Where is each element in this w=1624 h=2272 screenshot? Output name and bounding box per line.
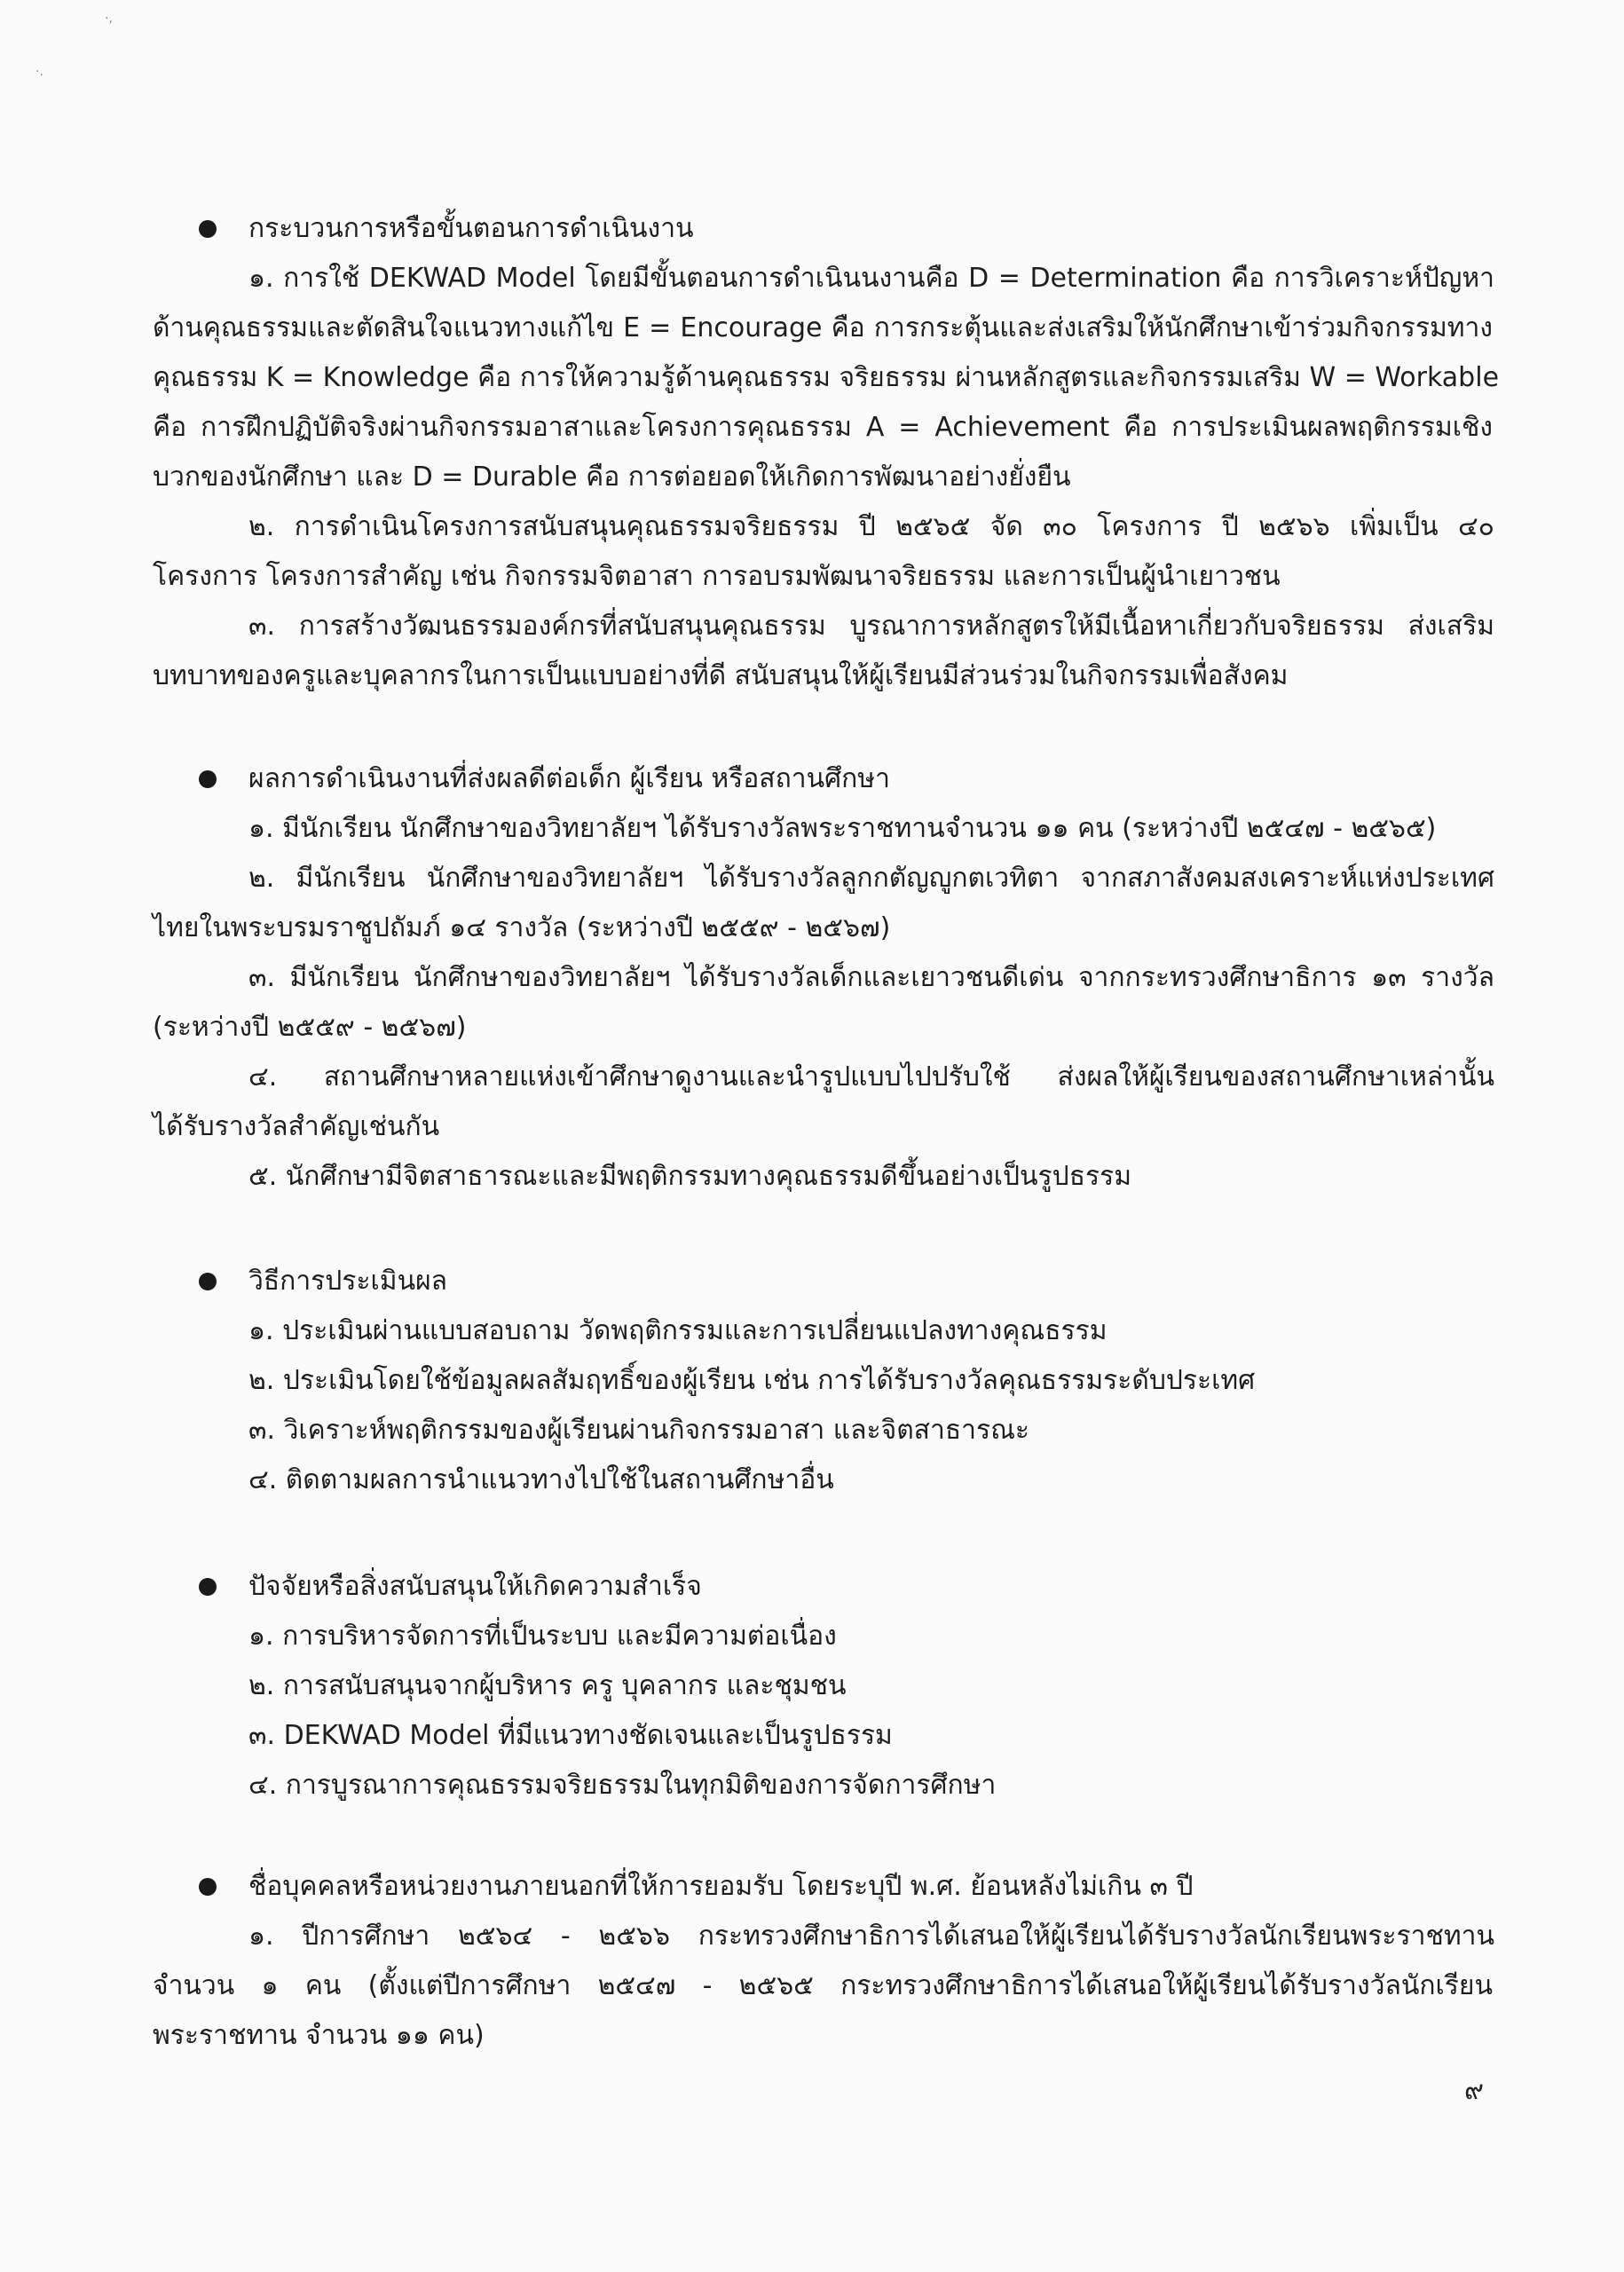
line-text: ๑. ปีการศึกษา ๒๕๖๔ - ๒๕๖๖ กระทรวงศึกษาธิการได้เสนอให้ผู้เรียนได้รับรางวัลนักเรียนพระราชทาน [248,1921,1494,1952]
line-text: คุณธรรม K = Knowledge คือ การให้ความรู้ด้านคุณธรรม จริยธรรม ผ่านหลักสูตรและกิจกรรมเสริม W = Workable [153,362,1500,393]
line-text: ๔. สถานศึกษาหลายแห่งเข้าศึกษาดูงานและนำรูปแบบไปปรับใช้ ส่งผลให้ผู้เรียนของสถานศึกษาเหล่านั้น [248,1061,1494,1093]
line-text: ไทยในพระบรมราชูปถัมภ์ ๑๔ รางวัล (ระหว่างปี ๒๕๕๙ - ๒๕๖๗) [153,912,891,943]
line-text: ๑. มีนักเรียน นักศึกษาของวิทยาลัยฯ ได้รับรางวัลพระราชทานจำนวน ๑๑ คน (ระหว่างปี ๒๕๔๗ - ๒๕๖๕) [248,813,1437,844]
line-text: (ระหว่างปี ๒๕๕๙ - ๒๕๖๗) [153,1012,467,1043]
paragraph-line [0,254,1624,304]
section-heading [0,1862,1624,1912]
paragraph-line [0,1406,1624,1456]
line-text: ๓. การสร้างวัฒนธรรมองค์กรที่สนับสนุนคุณธรรม บูรณาการหลักสูตรให้มีเนื้อหาเกี่ยวกับจริยธรรม ส่งเสริม [248,611,1494,642]
bullet-icon [199,1878,217,1896]
paragraph-line [0,953,1624,1003]
line-text: ๓. วิเคราะห์พฤติกรรมของผู้เรียนผ่านกิจกรรมอาสา และจิตสาธารณะ [248,1415,1030,1446]
paragraph-line [0,1356,1624,1406]
paragraph-line [0,1612,1624,1661]
line-text: ด้านคุณธรรมและตัดสินใจแนวทางแก้ไข E = Encourage คือ การกระตุ้นและส่งเสริมให้นักศึกษาเข้าร่วมกิจกรรมทาง [153,312,1493,343]
paragraph-line [0,1102,1624,1152]
paragraph-line [0,1961,1624,2011]
line-text: ๒. การสนับสนุนจากผู้บริหาร ครู บุคลากร และชุมชน [248,1670,847,1701]
scan-speck: ·, [105,12,113,26]
line-text: โครงการ โครงการสำคัญ เช่น กิจกรรมจิตอาสา การอบรมพัฒนาจริยธรรม และการเป็นผู้นำเยาวชน [153,561,1281,592]
line-text: จำนวน ๑ คน (ตั้งแต่ปีการศึกษา ๒๕๔๗ - ๒๕๖๕ กระทรวงศึกษาธิการได้เสนอให้ผู้เรียนได้รับรางวัลนักเรียน [153,1970,1493,2001]
line-text: ๓. DEKWAD Model ที่มีแนวทางชัดเจนและเป็นรูปธรรม [248,1720,893,1751]
heading-text: ปัจจัยหรือสิ่งสนับสนุนให้เกิดความสำเร็จ [248,1571,702,1602]
paragraph-line [0,903,1624,953]
line-text: ๑. การบริหารจัดการที่เป็นระบบ และมีความต่อเนื่อง [248,1621,837,1652]
heading-text: วิธีการประเมินผล [248,1266,448,1297]
section-heading [0,754,1624,804]
bullet-icon [199,220,217,238]
paragraph-line [0,552,1624,602]
heading-text: ชื่อบุคคลหรือหน่วยงานภายนอกที่ให้การยอมรับ โดยระบุปี พ.ศ. ย้อนหลังไม่เกิน ๓ ปี [248,1871,1194,1902]
heading-text: ผลการดำเนินงานที่ส่งผลดีต่อเด็ก ผู้เรียน หรือสถานศึกษา [248,763,890,794]
paragraph-line [0,651,1624,701]
paragraph-line [0,1306,1624,1356]
paragraph-line [0,1003,1624,1053]
line-text: ๔. การบูรณาการคุณธรรมจริยธรรมในทุกมิติของการจัดการศึกษา [248,1770,997,1801]
line-text: ๔. ติดตามผลการนำแนวทางไปใช้ในสถานศึกษาอื่น [248,1464,834,1495]
paragraph-line [0,1912,1624,1961]
section-heading [0,204,1624,254]
line-text: บทบาทของครูและบุคลากรในการเป็นแบบอย่างที่ดี สนับสนุนให้ผู้เรียนมีส่วนร่วมในกิจกรรมเพื่อสังคม [153,660,1289,691]
bullet-icon [199,770,217,788]
bullet-icon [199,1273,217,1290]
paragraph-line [0,502,1624,552]
line-text: พระราชทาน จำนวน ๑๑ คน) [153,2020,485,2051]
paragraph-line [0,1053,1624,1102]
line-text: ๑. ประเมินผ่านแบบสอบถาม วัดพฤติกรรมและการเปลี่ยนแปลงทางคุณธรรม [248,1315,1108,1346]
paragraph-line [0,2011,1624,2061]
paragraph-line [0,854,1624,903]
heading-text: กระบวนการหรือขั้นตอนการดำเนินงาน [248,213,694,244]
line-text: บวกของนักศึกษา และ D = Durable คือ การต่อยอดให้เกิดการพัฒนาอย่างยั่งยืน [153,462,1071,493]
line-text: ๒. การดำเนินโครงการสนับสนุนคุณธรรมจริยธรรม ปี ๒๕๖๕ จัด ๓๐ โครงการ ปี ๒๕๖๖ เพิ่มเป็น ๔๐ [248,511,1494,542]
section-heading [0,1257,1624,1306]
paragraph-line [0,1661,1624,1711]
line-text: ๕. นักศึกษามีจิตสาธารณะและมีพฤติกรรมทางคุณธรรมดีขึ้นอย่างเป็นรูปธรรม [248,1161,1132,1192]
line-text: ๓. มีนักเรียน นักศึกษาของวิทยาลัยฯ ได้รับรางวัลเด็กและเยาวชนดีเด่น จากกระทรวงศึกษาธิการ ๑๓ รางวัล [248,962,1494,993]
bullet-icon [199,1578,217,1596]
paragraph-line [0,403,1624,453]
paragraph-line [0,453,1624,502]
page-number: ๙ [1464,2075,1484,2106]
section-heading [0,1562,1624,1612]
paragraph-line [0,304,1624,353]
paragraph-line [0,1761,1624,1810]
paragraph-line [0,1152,1624,1202]
paragraph-line [0,804,1624,854]
line-text: ๑. การใช้ DEKWAD Model โดยมีขั้นตอนการดำเนินนงานคือ D = Determination คือ การวิเคราะห์ปัญหา [248,263,1494,294]
line-text: ได้รับรางวัลสำคัญเช่นกัน [153,1111,440,1142]
line-text: คือ การฝึกปฏิบัติจริงผ่านกิจกรรมอาสาและโครงการคุณธรรม A = Achievement คือ การประเมินผลพฤติกรรมเชิง [153,412,1493,443]
paragraph-line [0,1456,1624,1505]
line-text: ๒. ประเมินโดยใช้ข้อมูลผลสัมฤทธิ์ของผู้เรียน เช่น การได้รับรางวัลคุณธรรมระดับประเทศ [248,1365,1256,1396]
line-text: ๒. มีนักเรียน นักศึกษาของวิทยาลัยฯ ได้รับรางวัลลูกกตัญญูกตเวทิตา จากสภาสังคมสงเคราะห์แห่งประเทศ [248,863,1494,894]
paragraph-line [0,1711,1624,1761]
paragraph-line [0,602,1624,651]
scan-speck: ·. [35,65,43,79]
paragraph-line [0,353,1624,403]
